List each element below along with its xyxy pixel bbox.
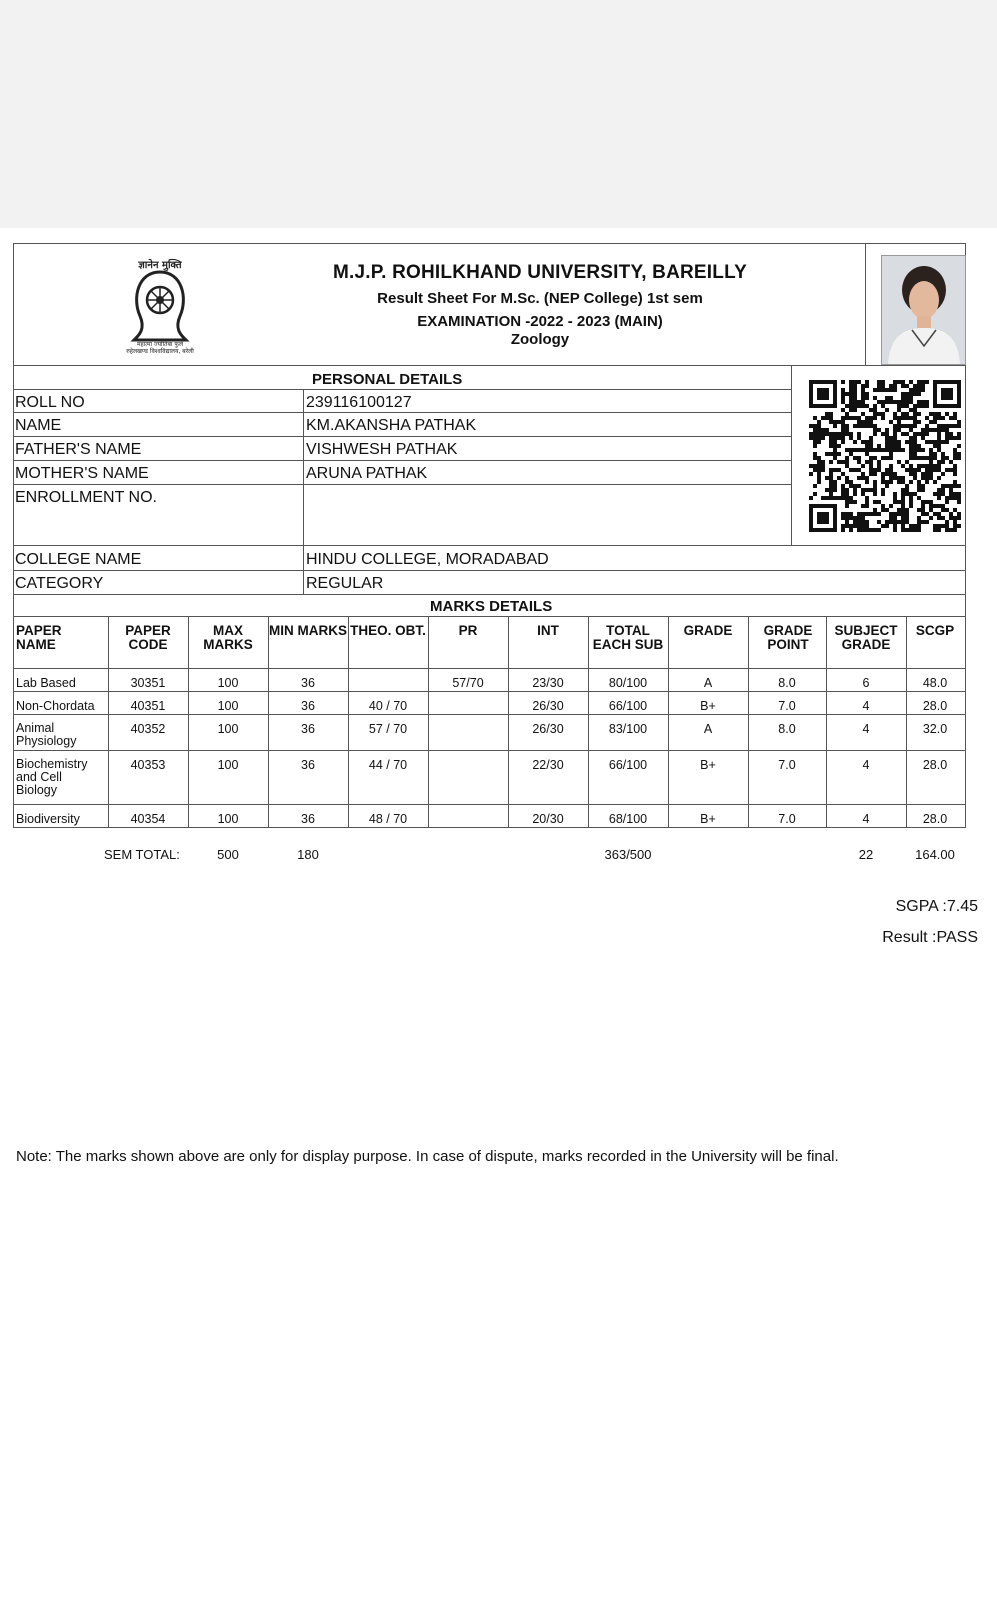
mother-name-value: ARUNA PATHAK — [306, 465, 428, 482]
photo-divider — [865, 243, 866, 365]
result-sheet-title: Result Sheet For M.Sc. (NEP College) 1st sem — [377, 290, 703, 307]
paper-name-cell: Animal Physiology — [16, 721, 77, 748]
row-line — [13, 389, 791, 390]
scgp-cell: 28.0 — [922, 758, 948, 772]
row-line — [13, 714, 966, 715]
student-photo — [881, 255, 966, 365]
university-logo — [108, 250, 212, 354]
max-cell: 100 — [217, 812, 239, 826]
roll-no-value: 239116100127 — [306, 394, 412, 411]
max-cell: 100 — [217, 758, 239, 772]
code-cell: 40354 — [130, 812, 166, 826]
gp-cell: 8.0 — [778, 676, 796, 690]
mother-name-label: MOTHER'S NAME — [15, 465, 149, 482]
max-cell: 100 — [217, 722, 239, 736]
college-name-label: COLLEGE NAME — [15, 551, 142, 568]
row-line — [13, 436, 791, 437]
grade-cell: A — [703, 676, 713, 690]
paper-name-cell: Biodiversity — [16, 812, 80, 826]
col-paper-code: PAPER CODE — [125, 623, 171, 652]
row-line — [13, 804, 966, 805]
int-cell: 26/30 — [532, 699, 564, 713]
int-cell: 20/30 — [532, 812, 564, 826]
father-name-value: VISHWESH PATHAK — [306, 441, 458, 458]
total-cell: 80/100 — [608, 676, 648, 690]
marks-header-top — [13, 616, 966, 617]
code-cell: 30351 — [130, 676, 166, 690]
sgpa: SGPA :7.45 — [895, 898, 978, 915]
table-bottom — [13, 827, 966, 828]
theo-cell: 48 / 70 — [368, 812, 408, 826]
sem-total-marks: 363/500 — [604, 847, 652, 862]
total-cell: 68/100 — [608, 812, 648, 826]
row-line — [13, 412, 791, 413]
disclaimer-note: Note: The marks shown above are only for display purpose. In case of dispute, marks recorded in the University will be final. — [16, 1148, 839, 1165]
sem-total-subject-grade: 22 — [858, 847, 874, 862]
sg-cell: 4 — [862, 699, 870, 713]
svg-text:महात्मा ज्योतिबा फुले: महात्मा ज्योतिबा फुले — [136, 341, 184, 348]
header-bottom-border — [13, 365, 966, 366]
total-cell: 66/100 — [608, 699, 648, 713]
col-pr: PR — [458, 623, 478, 638]
col-scgp: SCGP — [915, 623, 955, 638]
min-cell: 36 — [301, 722, 315, 736]
max-cell: 100 — [217, 676, 239, 690]
row-line — [13, 750, 966, 751]
row-line — [13, 484, 791, 485]
sem-total-scgp: 164.00 — [915, 847, 955, 862]
col-min-marks: MIN MARKS — [269, 623, 347, 638]
enrollment-label: ENROLLMENT NO. — [15, 489, 157, 506]
scgp-cell: 32.0 — [922, 722, 948, 736]
sg-cell: 4 — [862, 758, 870, 772]
table-column-line — [428, 616, 429, 827]
university-name: M.J.P. ROHILKHAND UNIVERSITY, BAREILLY — [332, 262, 748, 283]
total-cell: 83/100 — [608, 722, 648, 736]
scgp-cell: 48.0 — [922, 676, 948, 690]
row-line — [13, 594, 966, 595]
subject-title: Zoology — [510, 331, 570, 348]
code-cell: 40351 — [130, 699, 166, 713]
scgp-cell: 28.0 — [922, 699, 948, 713]
name-label: NAME — [15, 417, 62, 434]
qr-code — [809, 380, 961, 532]
qr-divider — [791, 365, 792, 545]
min-cell: 36 — [301, 676, 315, 690]
roll-no-label: ROLL NO — [15, 394, 85, 411]
max-cell: 100 — [217, 699, 239, 713]
paper-name-cell: Biochemistry and Cell Biology — [16, 757, 88, 797]
row-line — [13, 460, 791, 461]
personal-details-title: PERSONAL DETAILS — [312, 371, 463, 388]
paper-name-cell: Non-Chordata — [16, 699, 95, 713]
gp-cell: 8.0 — [778, 722, 796, 736]
col-theo-obt: THEO. OBT. — [350, 623, 426, 638]
row-line — [13, 570, 966, 571]
col-subject-grade: SUBJECT GRADE — [834, 623, 898, 652]
grade-cell: B+ — [700, 699, 716, 713]
min-cell: 36 — [301, 758, 315, 772]
grade-cell: B+ — [700, 758, 716, 772]
col-grade-point: GRADE POINT — [763, 623, 813, 652]
gp-cell: 7.0 — [778, 699, 796, 713]
row-line — [13, 691, 966, 692]
gp-cell: 7.0 — [778, 758, 796, 772]
examination-title: EXAMINATION -2022 - 2023 (MAIN) — [417, 313, 663, 330]
marks-header-bottom — [13, 668, 966, 669]
grade-cell: B+ — [700, 812, 716, 826]
category-value: REGULAR — [306, 575, 384, 592]
theo-cell: 44 / 70 — [368, 758, 408, 772]
col-grade: GRADE — [683, 623, 733, 638]
theo-cell: 40 / 70 — [368, 699, 408, 713]
sem-total-max: 500 — [217, 847, 239, 862]
header-top-border — [13, 243, 966, 244]
min-cell: 36 — [301, 812, 315, 826]
paper-name-cell: Lab Based — [16, 676, 76, 690]
min-cell: 36 — [301, 699, 315, 713]
column-divider — [303, 545, 304, 594]
int-cell: 22/30 — [532, 758, 564, 772]
scgp-cell: 28.0 — [922, 812, 948, 826]
total-cell: 66/100 — [608, 758, 648, 772]
svg-text:रुहेलखण्ड विश्वविद्यालय, बरेली: रुहेलखण्ड विश्वविद्यालय, बरेली — [126, 348, 194, 354]
college-name-value: HINDU COLLEGE, MORADABAD — [306, 551, 549, 568]
result: Result :PASS — [882, 929, 978, 946]
int-cell: 23/30 — [532, 676, 564, 690]
col-total-each-sub: TOTAL EACH SUB — [592, 623, 664, 652]
grade-cell: A — [703, 722, 713, 736]
sem-total-label: SEM TOTAL: — [104, 847, 180, 862]
logo-motto-text: ज्ञानेन मुक्ति — [138, 260, 182, 271]
name-value: KM.AKANSHA PATHAK — [306, 417, 477, 434]
row-line — [13, 545, 966, 546]
gp-cell: 7.0 — [778, 812, 796, 826]
sg-cell: 6 — [862, 676, 870, 690]
column-divider — [303, 389, 304, 545]
theo-cell: 57 / 70 — [368, 722, 408, 736]
col-max-marks: MAX MARKS — [203, 623, 253, 652]
code-cell: 40352 — [130, 722, 166, 736]
col-int: INT — [537, 623, 559, 638]
int-cell: 26/30 — [532, 722, 564, 736]
sg-cell: 4 — [862, 812, 870, 826]
sg-cell: 4 — [862, 722, 870, 736]
father-name-label: FATHER'S NAME — [15, 441, 142, 458]
marks-details-title: MARKS DETAILS — [430, 598, 553, 615]
pr-cell: 57/70 — [452, 676, 484, 690]
col-paper-name: PAPER NAME — [16, 623, 62, 652]
top-blank-band — [0, 0, 997, 228]
code-cell: 40353 — [130, 758, 166, 772]
left-border — [13, 243, 14, 828]
category-label: CATEGORY — [15, 575, 104, 592]
sem-total-min: 180 — [297, 847, 319, 862]
